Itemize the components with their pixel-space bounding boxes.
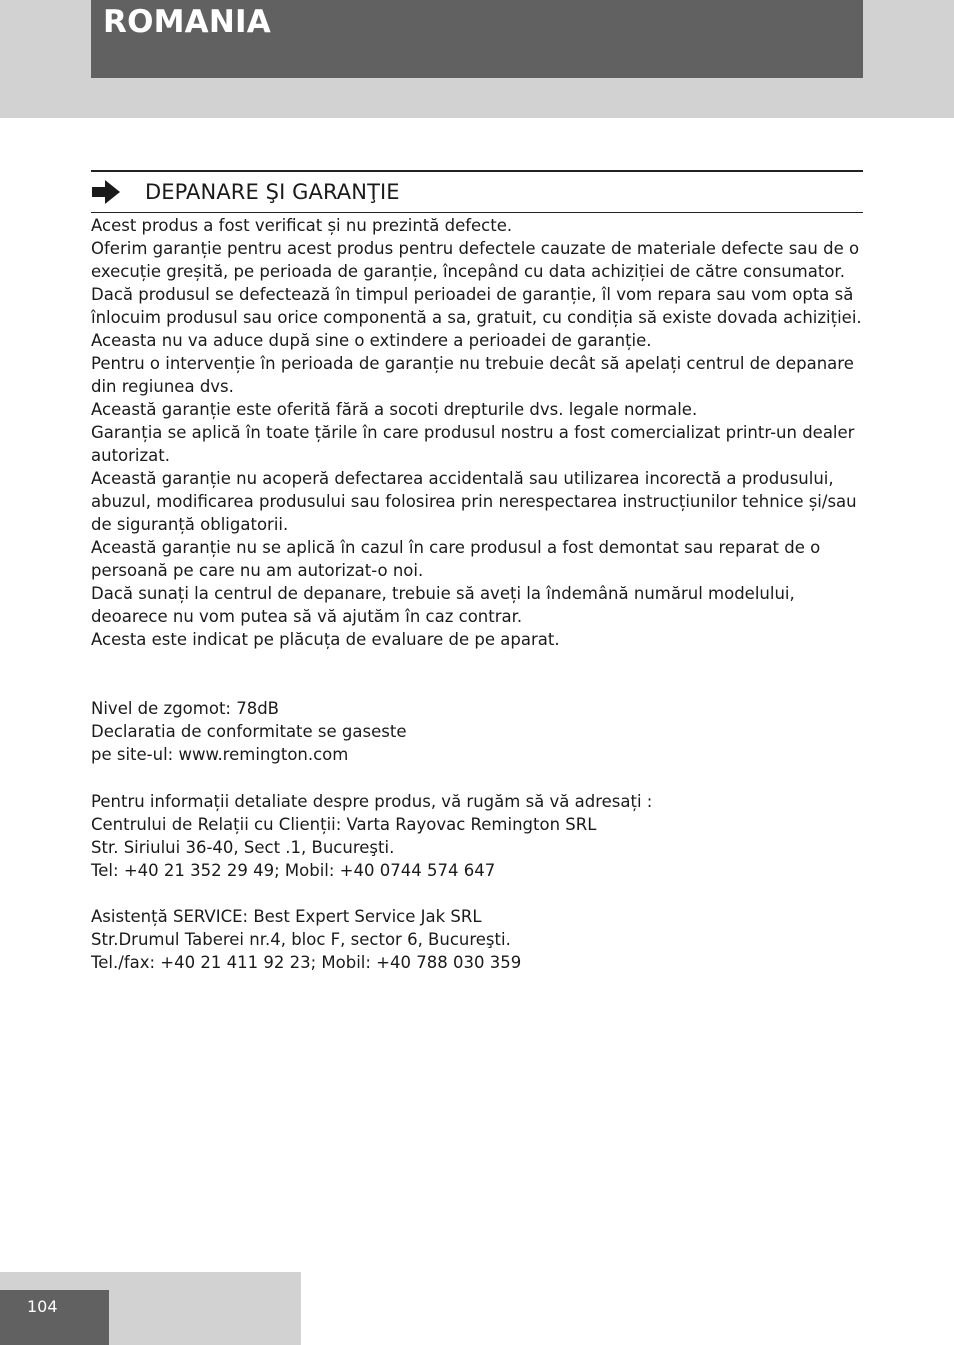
paragraph: Acesta este indicat pe plăcuța de evaluare de pe aparat. — [91, 630, 560, 649]
section-heading: DEPANARE ŞI GARANŢIE — [145, 180, 400, 204]
paragraph: Dacă sunați la centrul de depanare, trebuie să aveți la îndemână numărul modelului, deoarece nu vom putea să vă ajutăm în caz contrar. — [91, 584, 795, 626]
paragraph: Aceasta nu va aduce după sine o extindere a perioadei de garanție. — [91, 331, 652, 350]
section-heading-row — [91, 172, 863, 213]
paragraph: Pentru o intervenție în perioada de garanție nu trebuie decât să apelați centrul de depanare din regiunea dvs. — [91, 354, 854, 396]
contact-line: Pentru informații detaliate despre produs, vă rugăm să vă adresați : — [91, 792, 653, 811]
arrow-right-icon — [91, 179, 121, 205]
contact-line: Tel: +40 21 352 29 49; Mobil: +40 0744 574 647 — [91, 861, 496, 880]
service-line: Asistență SERVICE: Best Expert Service Jak SRL — [91, 907, 482, 926]
section-body — [91, 214, 863, 651]
contact-line: Centrului de Relații cu Clienții: Varta Rayovac Remington SRL — [91, 815, 597, 834]
noise-level-line: Nivel de zgomot: 78dB — [91, 699, 280, 718]
contact-line: Str. Siriului 36-40, Sect .1, Bucureşti. — [91, 838, 395, 857]
service-line: Str.Drumul Taberei nr.4, bloc F, sector 6, Bucureşti. — [91, 930, 511, 949]
contact-block — [91, 790, 871, 882]
page-number-box — [0, 1290, 109, 1345]
paragraph: Garanția se aplică în toate țările în care produsul nostru a fost comercializat printr-un dealer autorizat. — [91, 423, 855, 465]
noise-info-block — [91, 697, 871, 766]
conformity-line: Declaratia de conformitate se gaseste — [91, 722, 407, 741]
service-line: Tel./fax: +40 21 411 92 23; Mobil: +40 788 030 359 — [91, 953, 522, 972]
paragraph: Acest produs a fost verificat și nu prezintă defecte. — [91, 216, 513, 235]
paragraph: Această garanție nu se aplică în cazul în care produsul a fost demontat sau reparat de o persoană pe care nu am autorizat-o noi. — [91, 538, 821, 580]
website-line: pe site-ul: www.remington.com — [91, 745, 349, 764]
paragraph: Dacă produsul se defectează în timpul perioadei de garanție, îl vom repara sau vom opta să înlocuim produsul sau orice componentă a sa, gratuit, cu condiția să existe dovada achiziției. — [91, 285, 862, 327]
header-title-box — [91, 0, 863, 78]
paragraph: Această garanție este oferită fără a socoti drepturile dvs. legale normale. — [91, 400, 698, 419]
warranty-section — [91, 170, 863, 651]
page-title: ROMANIA — [103, 4, 271, 40]
paragraph: Oferim garanție pentru acest produs pentru defectele cauzate de materiale defecte sau de o execuție greșită, pe perioada de garanție, începând cu data achiziției de către consumator. — [91, 239, 860, 281]
service-block — [91, 905, 871, 974]
paragraph: Această garanție nu acoperă defectarea accidentală sau utilizarea incorectă a produsului, abuzul, modificarea produsului sau folosirea prin nerespectarea instrucțiunilor tehnice și/sau de siguranță obligatorii. — [91, 469, 857, 534]
page-number: 104 — [27, 1297, 58, 1316]
